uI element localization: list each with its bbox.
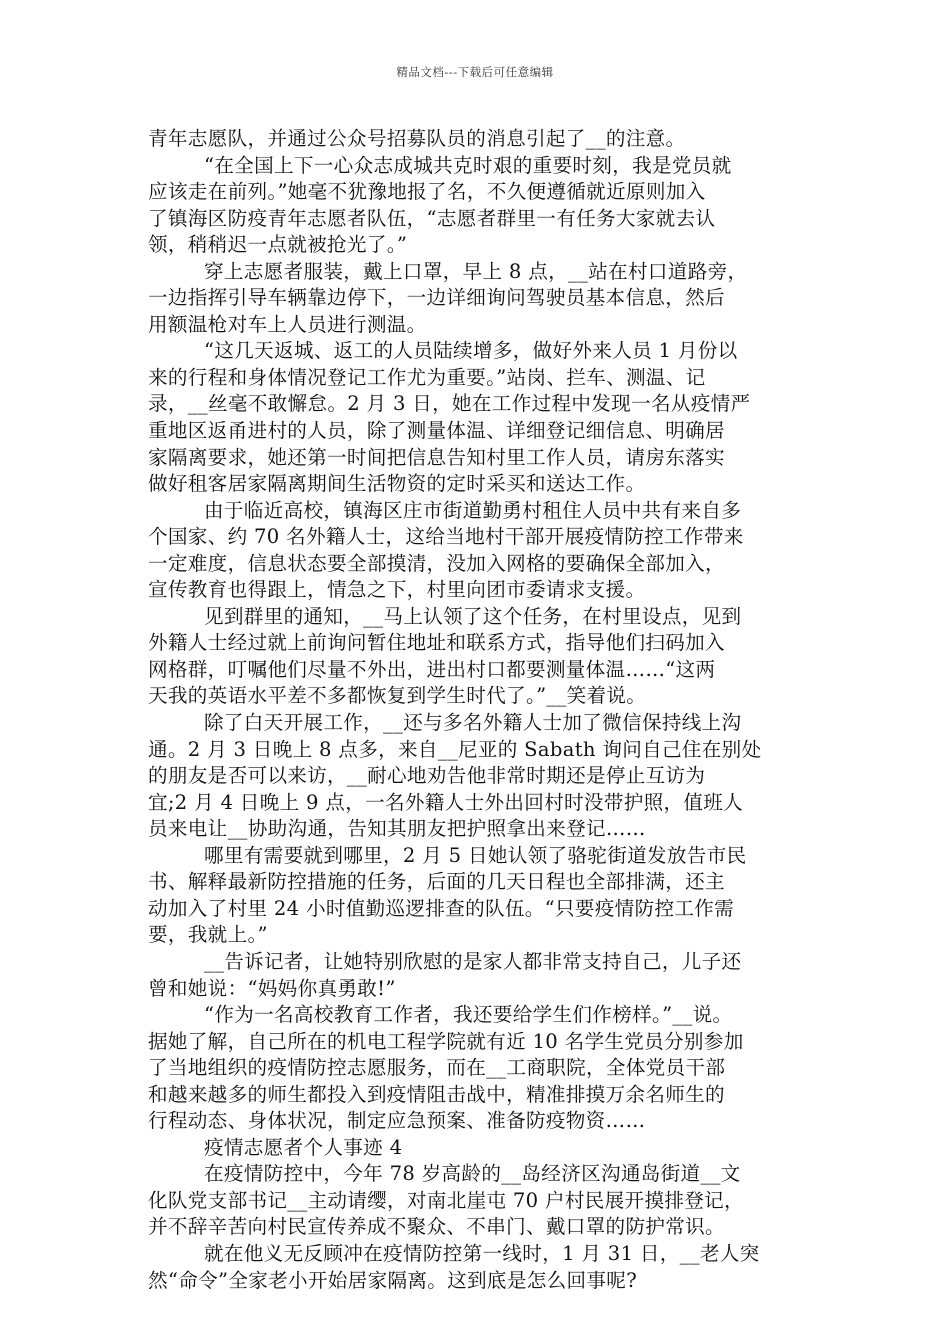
text-line: 来的行程和身体情况登记工作尤为重要。”站岗、拦车、测温、记: [148, 365, 706, 389]
text-line: 化队党支部书记__主动请缨，对南北崖屯 70 户村民展开摸排登记，: [148, 1188, 744, 1212]
text-line: 要，我就上。”: [148, 923, 268, 947]
text-line: 家隔离要求，她还第一时间把信息告知村里工作人员，请房东落实: [148, 445, 725, 469]
document-body: [148, 126, 806, 1294]
page-header: 精品文档---下载后可任意编辑: [396, 65, 554, 79]
text-line: 动加入了村里 24 小时值勤巡逻排查的队伍。“只要疫情防控工作需: [148, 896, 735, 920]
text-line: 书、解释最新防控措施的任务，后面的几天日程也全部排满，还主: [148, 870, 725, 894]
text-line: 和越来越多的师生都投入到疫情阻击战中，精准排摸万余名师生的: [148, 1082, 725, 1106]
text-line: 并不辞辛苦向村民宣传养成不聚众、不串门、戴口罩的防护常识。: [148, 1215, 725, 1239]
text-line: 宣传教育也得跟上，情急之下，村里向团市委请求支援。: [148, 578, 646, 602]
text-line: 哪里有需要就到哪里，2 月 5 日她认领了骆驼街道发放告市民: [204, 843, 747, 867]
text-line: 通。2 月 3 日晚上 8 点多，来自__尼亚的 Sabath 询问自己住在别处: [148, 737, 762, 761]
text-line: “作为一名高校教育工作者，我还要给学生们作榜样。”__说。: [204, 1003, 733, 1027]
text-line: 一定难度，信息状态要全部摸清，没加入网格的要确保全部加入，: [148, 551, 725, 575]
text-line: 宜;2 月 4 日晚上 9 点，一名外籍人士外出回村时没带护照，值班人: [148, 790, 744, 814]
text-line: 穿上志愿者服装，戴上口罩，早上 8 点，__站在村口道路旁，: [204, 259, 748, 283]
text-line: 录，__丝毫不敢懈怠。2 月 3 日，她在工作过程中发现一名从疫情严: [148, 392, 751, 416]
text-line: 在疫情防控中，今年 78 岁高龄的__岛经济区沟通岛街道__文: [204, 1162, 741, 1186]
text-line: 一边指挥引导车辆靠边停下，一边详细询问驾驶员基本信息，然后: [148, 286, 725, 310]
text-line: 疫情志愿者个人事迹 4: [204, 1135, 403, 1159]
text-line: 天我的英语水平差不多都恢复到学生时代了。”__笑着说。: [148, 684, 647, 708]
text-line: 用额温枪对车上人员进行测温。: [148, 312, 427, 336]
text-line: 青年志愿队，并通过公众号招募队员的消息引起了__的注意。: [148, 127, 686, 150]
text-line: “在全国上下一心众志成城共克时艰的重要时刻，我是党员就: [204, 153, 732, 177]
text-line: 外籍人士经过就上前询问暂住地址和联系方式，指导他们扫码加入: [148, 631, 725, 655]
text-line: 做好租客居家隔离期间生活物资的定时采买和送达工作。: [148, 472, 646, 496]
text-line: 了当地组织的疫情防控志愿服务，而在__工商职院，全体党员干部: [148, 1056, 726, 1080]
text-line: 重地区返甬进村的人员，除了测量体温、详细登记细信息、明确居: [148, 419, 725, 443]
text-line: __告诉记者，让她特别欣慰的是家人都非常支持自己，儿子还: [204, 949, 742, 973]
text-line: 网格群，叮嘱他们尽量不外出，进出村口都要测量体温……“这两: [148, 657, 716, 681]
text-line: “这几天返城、返工的人员陆续增多，做好外来人员 1 月份以: [204, 339, 738, 363]
text-line: 了镇海区防疫青年志愿者队伍，“志愿者群里一有任务大家就去认: [148, 206, 716, 230]
text-line: 由于临近高校，镇海区庄市街道勤勇村租住人员中共有来自多: [204, 498, 742, 522]
text-line: 然“命令”全家老小开始居家隔离。这到底是怎么回事呢?: [148, 1268, 637, 1292]
text-line: 除了白天开展工作，__还与多名外籍人士加了微信保持线上沟: [204, 711, 742, 735]
text-line: 据她了解，自己所在的机电工程学院就有近 10 名学生党员分别参加: [148, 1029, 744, 1053]
text-line: 应该走在前列。”她毫不犹豫地报了名，不久便遵循就近原则加入: [148, 180, 706, 204]
text-line: 见到群里的通知，__马上认领了这个任务，在村里设点，见到: [204, 604, 742, 628]
text-line: 个国家、约 70 名外籍人士，这给当地村干部开展疫情防控工作带来: [148, 525, 744, 549]
text-line: 领，稍稍迟一点就被抢光了。”: [148, 233, 408, 257]
text-line: 就在他义无反顾冲在疫情防控第一线时，1 月 31 日，__老人突: [204, 1241, 760, 1265]
text-line: 员来电让__协助沟通，告知其朋友把护照拿出来登记……: [148, 817, 646, 841]
text-line: 行程动态、身体状况，制定应急预案、准备防疫物资……: [148, 1109, 646, 1133]
text-line: 的朋友是否可以来访，__耐心地劝告他非常时期还是停止互访为: [148, 764, 706, 788]
text-line: 曾和她说：“妈妈你真勇敢!”: [148, 976, 396, 1000]
